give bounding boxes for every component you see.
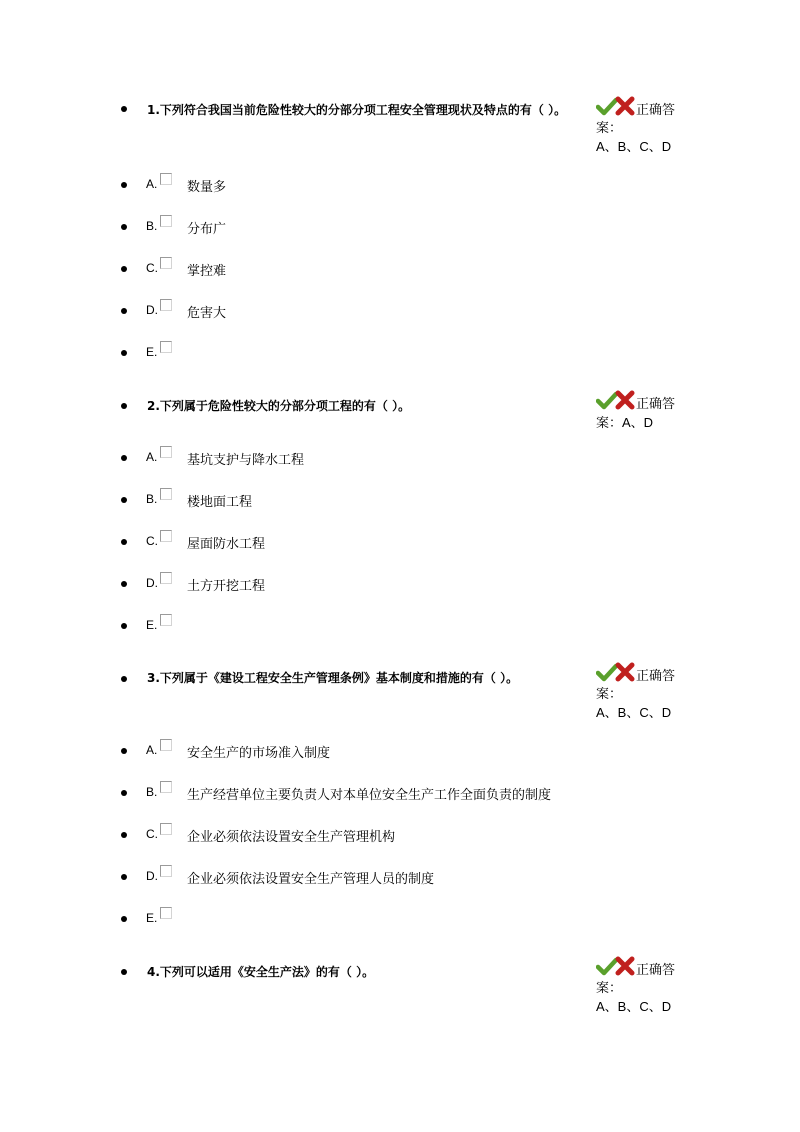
option-letter: B. bbox=[146, 785, 158, 799]
option-b-checkbox[interactable] bbox=[160, 781, 172, 793]
correct-answer: A、B、C、D bbox=[596, 999, 672, 1014]
bullet bbox=[121, 916, 127, 922]
question-text: 3.下列属于《建设工程安全生产管理条例》基本制度和措施的有（ ）。 bbox=[147, 671, 519, 685]
bullet bbox=[121, 748, 127, 754]
option-letter: D. bbox=[146, 303, 158, 317]
option-text: 楼地面工程 bbox=[187, 495, 253, 510]
bullet bbox=[121, 790, 127, 796]
bullet bbox=[121, 308, 127, 314]
option-a-checkbox[interactable] bbox=[160, 173, 172, 185]
bullet bbox=[121, 832, 127, 838]
cross-icon bbox=[615, 662, 635, 682]
option-letter: D. bbox=[146, 576, 158, 590]
option-text: 分布广 bbox=[187, 222, 227, 237]
cross-icon bbox=[615, 390, 635, 410]
option-letter: C. bbox=[146, 827, 158, 841]
answer-box bbox=[596, 662, 686, 723]
answer-label: 正确答 bbox=[636, 397, 676, 412]
answer-label: 正确答 bbox=[636, 963, 676, 978]
option-c-checkbox[interactable] bbox=[160, 257, 172, 269]
option-letter: E. bbox=[146, 618, 158, 632]
option-text: 土方开挖工程 bbox=[187, 579, 266, 594]
cross-icon bbox=[615, 96, 635, 116]
correct-answer: A、D bbox=[622, 415, 654, 430]
option-text: 安全生产的市场准入制度 bbox=[187, 746, 331, 761]
option-letter: C. bbox=[146, 261, 158, 275]
bullet bbox=[121, 676, 127, 682]
bullet bbox=[121, 182, 127, 188]
bullet bbox=[121, 539, 127, 545]
bullet bbox=[121, 969, 127, 975]
option-d-checkbox[interactable] bbox=[160, 865, 172, 877]
option-text: 基坑支护与降水工程 bbox=[187, 453, 305, 468]
option-d-checkbox[interactable] bbox=[160, 299, 172, 311]
bullet bbox=[121, 874, 127, 880]
question-text: 1.下列符合我国当前危险性较大的分部分项工程安全管理现状及特点的有（ ）。 bbox=[147, 103, 567, 117]
option-text: 企业必须依法设置安全生产管理人员的制度 bbox=[187, 872, 435, 887]
bullet bbox=[121, 224, 127, 230]
option-letter: B. bbox=[146, 219, 158, 233]
answer-box bbox=[596, 956, 686, 1017]
option-e-checkbox[interactable] bbox=[160, 907, 172, 919]
answer-label-cont: 案： bbox=[596, 981, 623, 996]
option-letter: A. bbox=[146, 177, 158, 191]
option-text: 生产经营单位主要负责人对本单位安全生产工作全面负责的制度 bbox=[187, 788, 552, 803]
answer-label-cont: 案： bbox=[596, 121, 623, 136]
bullet bbox=[121, 455, 127, 461]
bullet bbox=[121, 266, 127, 272]
bullet bbox=[121, 350, 127, 356]
bullet bbox=[121, 623, 127, 629]
answer-label-cont: 案： bbox=[596, 687, 623, 702]
answer-box bbox=[596, 390, 686, 433]
bullet bbox=[121, 106, 127, 112]
option-c-checkbox[interactable] bbox=[160, 823, 172, 835]
option-text: 掌控难 bbox=[187, 264, 227, 279]
option-letter: C. bbox=[146, 534, 158, 548]
option-text: 数量多 bbox=[187, 180, 227, 195]
option-e-checkbox[interactable] bbox=[160, 341, 172, 353]
question-text: 4.下列可以适用《安全生产法》的有（ ）。 bbox=[147, 965, 375, 979]
option-a-checkbox[interactable] bbox=[160, 446, 172, 458]
bullet bbox=[121, 403, 127, 409]
correct-answer: A、B、C、D bbox=[596, 139, 672, 154]
option-text: 危害大 bbox=[187, 306, 227, 321]
option-d-checkbox[interactable] bbox=[160, 572, 172, 584]
answer-box bbox=[596, 96, 686, 157]
option-e-checkbox[interactable] bbox=[160, 614, 172, 626]
option-b-checkbox[interactable] bbox=[160, 215, 172, 227]
answer-label-cont: 案： bbox=[596, 416, 623, 431]
option-letter: D. bbox=[146, 869, 158, 883]
option-text: 企业必须依法设置安全生产管理机构 bbox=[187, 830, 396, 845]
option-letter: B. bbox=[146, 492, 158, 506]
mark-icons bbox=[596, 956, 636, 978]
option-text: 屋面防水工程 bbox=[187, 537, 266, 552]
mark-icons bbox=[596, 662, 636, 684]
option-letter: E. bbox=[146, 911, 158, 925]
mark-icons bbox=[596, 96, 636, 118]
option-letter: A. bbox=[146, 743, 158, 757]
mark-icons bbox=[596, 390, 636, 412]
answer-label: 正确答 bbox=[636, 669, 676, 684]
option-c-checkbox[interactable] bbox=[160, 530, 172, 542]
bullet bbox=[121, 497, 127, 503]
option-letter: A. bbox=[146, 450, 158, 464]
question-text: 2.下列属于危险性较大的分部分项工程的有（ ）。 bbox=[147, 399, 411, 413]
bullet bbox=[121, 581, 127, 587]
option-a-checkbox[interactable] bbox=[160, 739, 172, 751]
option-b-checkbox[interactable] bbox=[160, 488, 172, 500]
cross-icon bbox=[615, 956, 635, 976]
answer-label: 正确答 bbox=[636, 103, 676, 118]
option-letter: E. bbox=[146, 345, 158, 359]
correct-answer: A、B、C、D bbox=[596, 705, 672, 720]
